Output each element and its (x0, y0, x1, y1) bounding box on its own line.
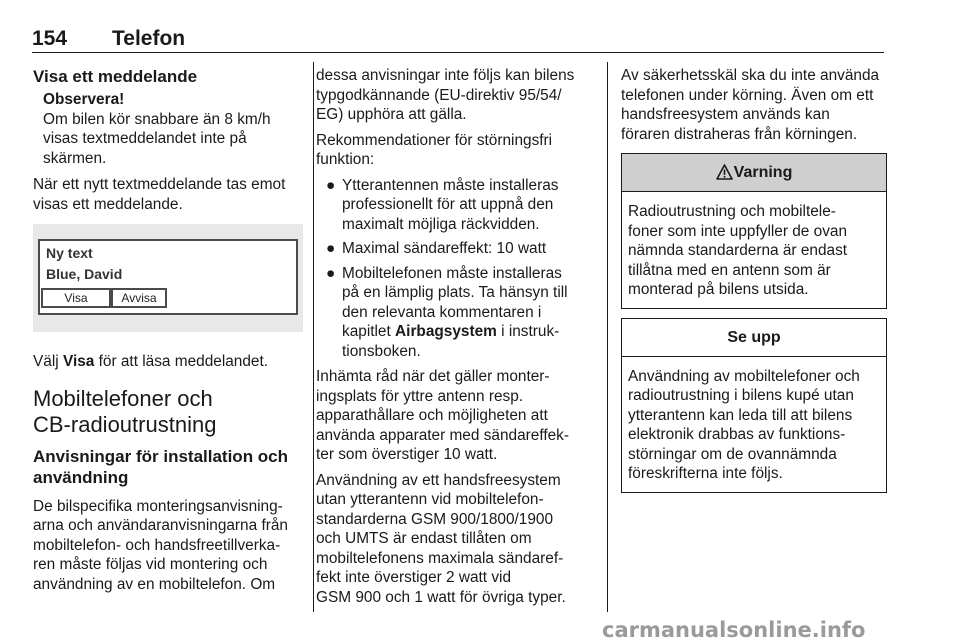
page-number: 154 (32, 27, 68, 50)
warning-box (621, 153, 887, 309)
text-line: funktion: (316, 151, 375, 168)
bullet-icon: ● (326, 176, 336, 194)
warning-title: Varning (733, 164, 793, 181)
text-line: nämnda standarderna är endast (628, 242, 848, 259)
text-line: störningar om de ovannämnda (628, 445, 837, 463)
text-line: arna och användaranvisningarna från (33, 517, 288, 534)
text-line: typgodkännande (EU-direktiv 95/54/ (316, 86, 562, 104)
text-line: Inhämta råd när det gäller monter- (316, 368, 550, 385)
text-line: utan ytterantenn vid mobiltelefon- (316, 491, 544, 508)
text-line: standarderna GSM 900/1800/1900 (316, 510, 554, 528)
screenshot-sender: Blue, David (46, 266, 123, 282)
text-line: handsfreesystem används kan (621, 106, 830, 123)
text-span: Välj (33, 353, 63, 370)
bullet-icon: ● (326, 240, 336, 257)
text-line: När ett nytt textmeddelande tas emot (33, 176, 286, 193)
bold-term: Visa (62, 353, 95, 370)
chapter-title: Telefon (112, 27, 186, 50)
text-line: ingsplats för yttre antenn resp. (316, 387, 524, 405)
bold-term: Airbagsystem (395, 323, 497, 340)
paragraph (316, 66, 602, 125)
screenshot-frame (38, 239, 298, 315)
text-line: radioutrustning i bilens kupé utan (628, 387, 854, 404)
text-line: visas ett meddelande. (33, 195, 183, 213)
paragraph (316, 131, 602, 170)
text-line: ter som överstiger 10 watt. (316, 446, 498, 463)
text-line: fekt inte överstiger 2 watt vid (316, 569, 512, 586)
paragraph (33, 352, 303, 372)
note-block (33, 90, 303, 168)
list-item (316, 239, 602, 259)
text-line: elektronik drabbas av funktions- (628, 426, 846, 443)
warning-icon (716, 164, 733, 180)
text-line: GSM 900 och 1 watt för övriga typer. (316, 588, 566, 606)
column-divider (313, 62, 314, 612)
heading-line: CB-radioutrustning (33, 411, 217, 437)
text-line: skärmen. (43, 149, 107, 167)
text-line: ren måste följas vid montering och (33, 556, 268, 573)
text-line: foner som inte uppfyller de ovan (628, 222, 848, 240)
text-line: använda apparater med sändareffek- (316, 426, 569, 444)
text-line: Maximal sändareffekt: 10 watt (342, 240, 547, 257)
text-line: telefonen under körning. Även om ett (621, 86, 874, 104)
page-header (32, 27, 884, 53)
text-line: visas textmeddelandet inte på (43, 130, 247, 147)
text-line (342, 322, 602, 342)
note-title: Observera! (43, 91, 125, 108)
text-line: föraren distraheras från körningen. (621, 125, 858, 143)
text-line: föreskrifterna inte följs. (628, 465, 783, 482)
text-line: ytterantenn kan leda till att bilens (628, 406, 853, 424)
caution-body (622, 357, 886, 492)
watermark: carmanualsonline.info (602, 618, 866, 642)
text-line: mobiltelefon- och handsfreetillverka- (33, 536, 281, 554)
text-line: De bilspecifika monteringsanvisning- (33, 497, 283, 515)
paragraph (316, 367, 602, 465)
text-line: maximalt möjliga räckvidden. (342, 215, 540, 233)
text-line: mobiltelefonens maximala sändaref- (316, 549, 564, 567)
text-line: apparathållare och möjligheten att (316, 407, 548, 424)
message-screenshot (33, 224, 303, 332)
screenshot-title: Ny text (46, 245, 93, 261)
text-span: för att läsa meddelandet. (94, 353, 269, 370)
text-span: i instruk- (496, 323, 560, 340)
text-line: monterad på bilens utsida. (628, 281, 809, 298)
text-line: dessa anvisningar inte följs kan bilens (316, 67, 575, 84)
text-line: Ytterantennen måste installeras (342, 176, 559, 194)
text-line: på en lämplig plats. Ta hänsyn till (342, 284, 568, 301)
column-2 (316, 66, 602, 613)
text-line: Användning av ett handsfreesystem (316, 471, 561, 489)
section-heading: Visa ett meddelande (33, 67, 198, 86)
header-rule (32, 52, 884, 53)
list-item (316, 264, 602, 362)
heading-line: Mobiltelefoner och (33, 385, 213, 411)
paragraph (33, 497, 303, 595)
column-3 (621, 66, 887, 502)
text-line: professionellt för att uppnå den (342, 196, 554, 213)
text-line: Av säkerhetsskäl ska du inte använda (621, 67, 880, 84)
text-line: EG) upphöra att gälla. (316, 106, 467, 123)
paragraph (33, 175, 303, 214)
paragraph (621, 66, 887, 144)
text-line: Användning av mobiltelefoner och (628, 367, 860, 385)
bullet-icon: ● (326, 264, 336, 282)
text-line: och UMTS är endast tillåten om (316, 530, 532, 547)
heading-2 (33, 446, 303, 488)
text-line: Radioutrustning och mobiltele- (628, 203, 836, 220)
reject-button: Avvisa (111, 288, 167, 308)
text-line: tillåtna med en antenn som är (628, 261, 831, 279)
text-line: Om bilen kör snabbare än 8 km/h (43, 110, 271, 128)
text-line: Rekommendationer för störningsfri (316, 131, 553, 149)
heading-1 (33, 386, 303, 438)
text-span: kapitlet (342, 323, 396, 340)
show-button: Visa (41, 288, 111, 308)
list-item (316, 176, 602, 235)
caution-header (622, 319, 886, 357)
heading-line: användning (33, 467, 129, 487)
caution-title: Se upp (727, 328, 781, 346)
text-line: Mobiltelefonen måste installeras (342, 264, 562, 282)
text-line: tionsboken. (342, 342, 421, 360)
caution-box (621, 318, 887, 493)
column-divider (607, 62, 608, 612)
paragraph (316, 471, 602, 608)
column-1 (33, 66, 303, 600)
heading-line: Anvisningar för installation och (33, 446, 289, 466)
bullet-list (316, 176, 602, 362)
warning-header (622, 154, 886, 192)
warning-body (622, 192, 886, 308)
text-line: användning av en mobiltelefon. Om (33, 575, 276, 593)
text-line: den relevanta kommentaren i (342, 303, 542, 321)
